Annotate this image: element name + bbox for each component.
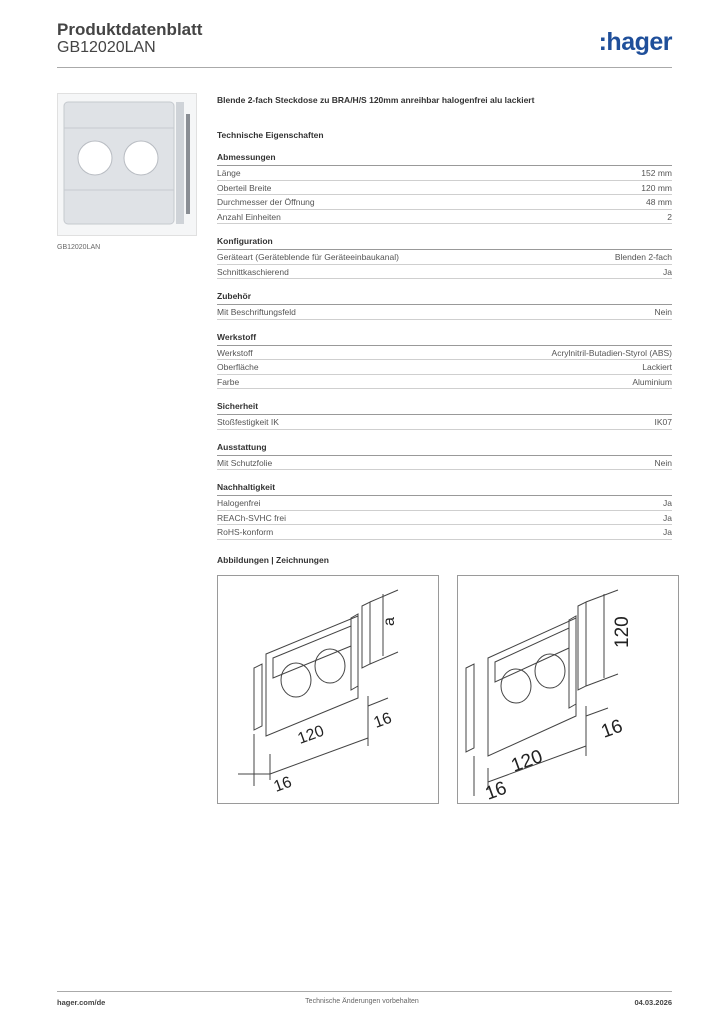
hager-logo: :hager xyxy=(598,28,672,56)
spec-row xyxy=(217,415,672,430)
spec-row xyxy=(217,360,672,375)
technical-drawing-1 xyxy=(217,575,439,804)
group-title: Werkstoff xyxy=(217,332,672,346)
spec-value: IK07 xyxy=(654,417,672,427)
spec-label: Länge xyxy=(217,168,241,178)
group-accessories xyxy=(217,291,672,320)
drawing-dimension: 16 xyxy=(598,715,626,743)
spec-row xyxy=(217,525,672,540)
drawing-dimension: 16 xyxy=(371,709,395,732)
product-image xyxy=(57,93,197,236)
spec-value: 48 mm xyxy=(646,197,672,207)
spec-value: 152 mm xyxy=(641,168,672,178)
group-title: Sicherheit xyxy=(217,401,672,415)
spec-label: Durchmesser der Öffnung xyxy=(217,197,315,207)
group-equipment xyxy=(217,442,672,471)
group-title: Abmessungen xyxy=(217,152,672,166)
drawing-dimension: 120 xyxy=(612,616,633,648)
spec-value: Lackiert xyxy=(642,362,672,372)
spec-area xyxy=(217,95,672,540)
spec-value: Ja xyxy=(663,266,672,277)
spec-label: Anzahl Einheiten xyxy=(217,211,281,222)
spec-label: Oberteil Breite xyxy=(217,182,272,193)
spec-label: REACh-SVHC frei xyxy=(217,512,286,523)
spec-label: Mit Schutzfolie xyxy=(217,457,273,468)
footer-website-link[interactable]: hager.com/de xyxy=(57,998,106,1007)
group-title: Nachhaltigkeit xyxy=(217,482,672,496)
drawing-dimension: 16 xyxy=(271,773,295,796)
header-rule xyxy=(57,67,672,68)
spec-value: Blenden 2-fach xyxy=(614,252,672,262)
group-material xyxy=(217,332,672,390)
spec-row xyxy=(217,346,672,361)
spec-label: Farbe xyxy=(217,376,240,387)
group-configuration xyxy=(217,236,672,279)
drawing-dimension: 16 xyxy=(482,777,510,803)
spec-value: Ja xyxy=(663,512,672,523)
spec-row xyxy=(217,496,672,511)
group-dimensions xyxy=(217,152,672,224)
group-title: Zubehör xyxy=(217,291,672,305)
drawing-dimension: a xyxy=(381,617,398,626)
group-title: Konfiguration xyxy=(217,236,672,250)
spec-row xyxy=(217,511,672,526)
spec-row xyxy=(217,195,672,210)
drawings-title: Abbildungen | Zeichnungen xyxy=(217,555,329,565)
spec-label: Halogenfrei xyxy=(217,498,261,508)
spec-label: RoHS-konform xyxy=(217,527,274,537)
spec-value: Nein xyxy=(654,457,672,468)
spec-row xyxy=(217,456,672,471)
spec-value: Aluminium xyxy=(632,376,672,387)
spec-label: Werkstoff xyxy=(217,347,253,358)
product-image-caption: GB12020LAN xyxy=(57,244,101,251)
section-title: Technische Eigenschaften xyxy=(217,130,324,140)
document-title: Produktdatenblatt xyxy=(57,20,203,39)
spec-row xyxy=(217,375,672,390)
drawing-dimension: 120 xyxy=(508,746,546,777)
spec-row xyxy=(217,250,672,265)
document-subtitle: GB12020LAN xyxy=(57,39,156,56)
spec-row xyxy=(217,210,672,225)
product-description: Blende 2-fach Steckdose zu BRA/H/S 120mm anreihbar halogenfrei alu lackiert xyxy=(217,95,535,105)
spec-label: Geräteart (Geräteblende für Geräteeinbaukanal) xyxy=(217,252,399,262)
spec-value: 120 mm xyxy=(641,182,672,193)
group-title: Ausstattung xyxy=(217,442,672,456)
footer-date: 04.03.2026 xyxy=(634,998,672,1007)
spec-value: 2 xyxy=(667,211,672,222)
group-safety xyxy=(217,401,672,430)
spec-row xyxy=(217,166,672,181)
spec-row xyxy=(217,265,672,280)
spec-row xyxy=(217,181,672,196)
drawing-dimension: 120 xyxy=(295,722,327,748)
technical-drawing-2 xyxy=(457,575,679,804)
spec-value: Nein xyxy=(654,307,672,317)
footer-rule xyxy=(57,991,672,992)
spec-label: Mit Beschriftungsfeld xyxy=(217,307,296,317)
group-sustainability xyxy=(217,482,672,540)
spec-row xyxy=(217,305,672,320)
footer-disclaimer: Technische Änderungen vorbehalten xyxy=(305,998,419,1005)
spec-label: Oberfläche xyxy=(217,362,259,372)
spec-label: Stoßfestigkeit IK xyxy=(217,417,279,427)
spec-value: Ja xyxy=(663,498,672,508)
spec-value: Ja xyxy=(663,527,672,537)
spec-value: Acrylnitril-Butadien-Styrol (ABS) xyxy=(551,347,672,358)
spec-label: Schnittkaschierend xyxy=(217,266,289,277)
